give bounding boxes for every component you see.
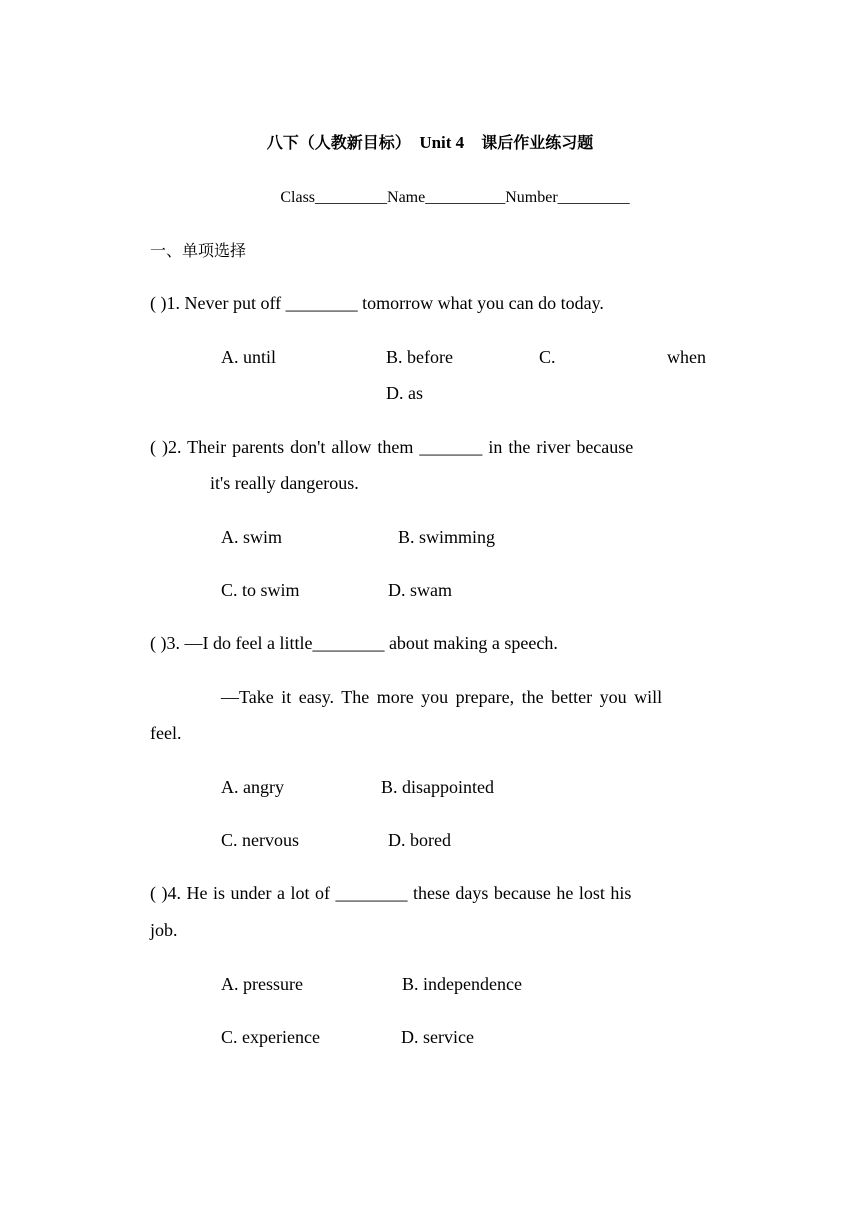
student-info-line: Class_________Name__________Number_________: [280, 189, 630, 206]
question-3-option-c: C. nervous: [221, 830, 299, 850]
question-2-option-a: A. swim: [221, 527, 283, 547]
question-4-option-c: C. experience: [221, 1027, 320, 1047]
question-2-option-c: C. to swim: [221, 580, 300, 600]
title-prefix: 八下（人教新目标）: [266, 133, 411, 152]
question-2-stem: ( )2. Their parents don't allow them _______ in the river because: [150, 437, 634, 457]
question-4-stem-continued: job.: [150, 920, 178, 940]
question-3-reply-continued: feel.: [150, 723, 182, 743]
question-4-option-b: B. independence: [402, 974, 522, 994]
page-title: [0, 132, 860, 154]
question-3-option-d: D. bored: [388, 830, 451, 850]
question-1-option-c-text: when: [667, 347, 706, 367]
title-suffix: 课后作业练习题: [481, 133, 594, 152]
question-3-option-b: B. disappointed: [381, 777, 494, 797]
question-2-stem-continued: it's really dangerous.: [210, 473, 359, 493]
question-4-option-a: A. pressure: [221, 974, 303, 994]
question-3-option-a: A. angry: [221, 777, 284, 797]
question-1-stem: ( )1. Never put off ________ tomorrow what you can do today.: [150, 293, 604, 313]
question-3-reply: —Take it easy. The more you prepare, the better you will: [221, 687, 663, 707]
question-4-option-d: D. service: [401, 1027, 474, 1047]
section-title: 一、单项选择: [150, 241, 247, 260]
question-4-stem: ( )4. He is under a lot of ________ these days because he lost his: [150, 883, 632, 903]
title-unit: Unit 4: [419, 133, 465, 152]
question-2-option-b: B. swimming: [398, 527, 496, 547]
question-2-option-d: D. swam: [388, 580, 452, 600]
question-1-option-a: A. until: [221, 347, 277, 367]
question-1-option-c-letter: C.: [539, 347, 556, 367]
question-1-option-d: D. as: [386, 383, 423, 403]
question-1-option-b: B. before: [386, 347, 453, 367]
question-3-stem: ( )3. —I do feel a little________ about making a speech.: [150, 633, 558, 653]
